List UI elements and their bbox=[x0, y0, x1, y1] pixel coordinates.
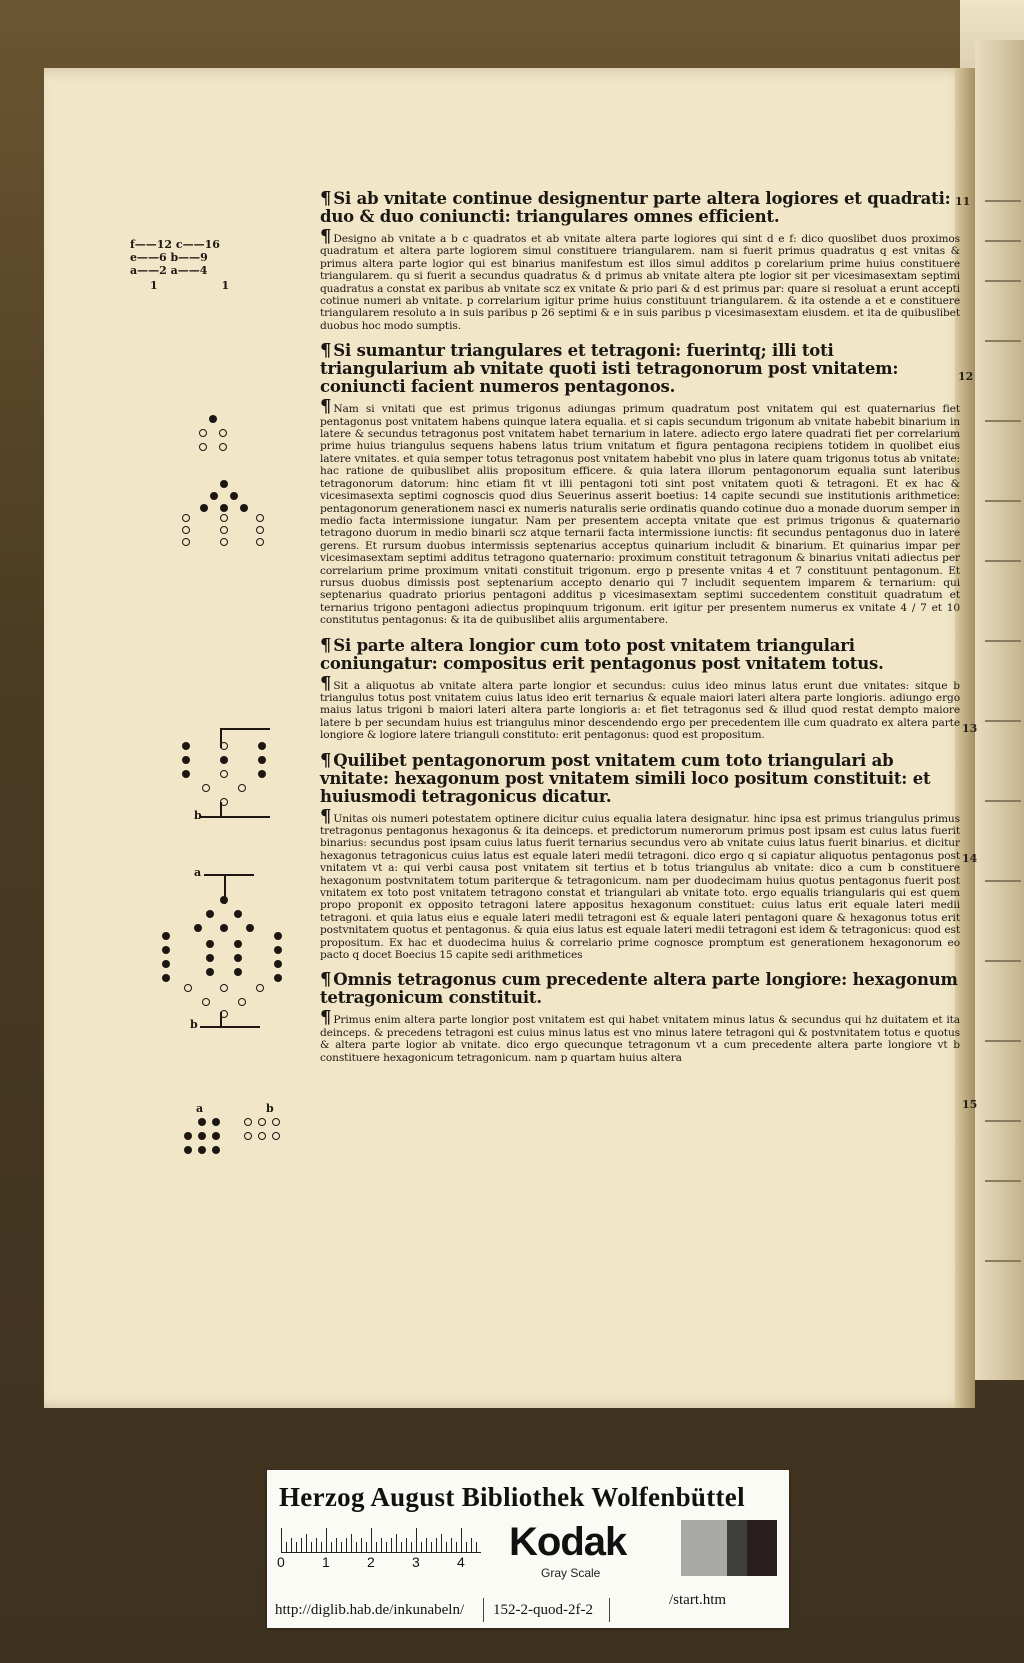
margin-number: 11 bbox=[955, 195, 971, 208]
diagram-letter: a bbox=[196, 1102, 204, 1115]
ruler-number: 1 bbox=[322, 1554, 330, 1570]
diagram-base-label: 1 bbox=[150, 279, 158, 292]
kodak-logo: Kodak bbox=[509, 1520, 627, 1564]
margin-number: 13 bbox=[962, 722, 978, 735]
proposition-heading: ¶ Si sumantur triangulares et tetragoni: fuerintq; illi toti triangularium ab vnitate quoti isti tetragonorum post vnitatem: coniuncti facient numeros pentagonos. bbox=[320, 340, 899, 397]
diagram-number-lines bbox=[130, 238, 229, 292]
ruler-number: 0 bbox=[277, 1554, 285, 1570]
diagram-pentagon-small bbox=[195, 415, 235, 475]
scale-ruler bbox=[281, 1526, 481, 1553]
gray-swatch-dark bbox=[727, 1520, 747, 1576]
gray-scale-label: Gray Scale bbox=[541, 1566, 601, 1580]
diagram-pentagon-large bbox=[180, 470, 270, 560]
proposition-paragraph: ¶ Primus enim altera parte longior post vnitatem est qui habet vnitatem minus latus & secundus qui hz duitatem et ita deinceps. & precedens tetragoni est cuius minus latus est vno minus latere tetragoni qui & postvnitatem totus e quotus & altera parte logior ab vnitate. dico ergo quecunque tetragonum vt a cum precedente altera parte longiore vt b constituere hexagonicum tetragonicum. nam p quartam huius altera bbox=[320, 1007, 960, 1064]
url-file: /start.htm bbox=[669, 1592, 727, 1608]
gray-swatch-black bbox=[747, 1520, 777, 1576]
diagram-row: f——12 c——16 bbox=[130, 238, 220, 251]
gray-swatch-light bbox=[681, 1520, 727, 1576]
diagram-pentagon-bracketed bbox=[180, 720, 290, 830]
proposition-heading: ¶ Quilibet pentagonorum post vnitatem cum toto triangulari ab vnitate: hexagonum post vnitatem simili loco positum constituit: et huiusmodi tetragonicus dicatur. bbox=[320, 749, 931, 806]
proposition-heading: ¶ Omnis tetragonus cum precedente altera parte longiore: hexagonum tetragonicum constituit. bbox=[320, 969, 958, 1008]
margin-number: 12 bbox=[958, 370, 974, 383]
ruler-number: 3 bbox=[412, 1554, 420, 1570]
url-separator bbox=[609, 1598, 610, 1622]
diagram-letter: b bbox=[194, 809, 202, 822]
diagram-letter: b bbox=[190, 1018, 198, 1031]
library-label-card bbox=[267, 1470, 789, 1628]
ruler-number: 4 bbox=[457, 1554, 465, 1570]
url-separator bbox=[483, 1598, 484, 1622]
diagram-hexagon bbox=[160, 860, 300, 1030]
proposition-paragraph: ¶ Nam si vnitati que est primus trigonus adiungas primum quadratum post vnitatem qui est quaternarius fiet pentagonus post vnitatem habens quinque latera equalia. et si capis secundum trigonum ab vnitate habebit binarium in latere & secundus tetragonus post vnitatem habet ternarium in latere. adiecto ergo latere quadrati fiet per correlarium prime huius triangulus sequens habens latus trium vnitatum et figura pentagona recipiens totidem in quolibet eius latere vnitates. et quia semper totus tetragonus post vnitatem habebit vno plus in latere quam trigonus totus ab vnitate: hac ratione de quibuslibet aliis propositum efficere. & quia latera illorum pentagonorum equalia sunt lateribus tetragonorum datorum: hinc etiam fit vt illi pentagoni toti sint post vnitatem quoti & tetragoni. Et ex hac & vicesimasexta septimi cognoscis quod dius Seuerinus asserit boetius: 14 capite secundi sue institutionis arithmetice: pentagonorum generationem nasci ex numeris naturalis serie ordinatis quando cotinue duo a monade duorum semper in medio facta intermissione iungatur. Nam per presentem accepta vnitate que est primus trigonus & quaternario tetragono duorum in medio binarii scz atque ternarii facta intermissione iunctis: fit secundus pentagonus duo in latere gerens. Et rursum duobus intermissis septenarius acceptus quinarium includit & binarium. Et quinarius impar per vicesimasextam septimi additus tetragono quaternario: proximum constituit tetragonum & binarius vnitati adiectus per correlarium prime proximum vnitati constituit trigonum. ergo p presente vnitas 4 et 7 constituunt pentagonum. Et rursus duobus dimissis post septenarium accepto denario qui 7 includit sequentem imparem & ternarium: qui septenarius quadrato priorius pentagoni additus p vicesimasextam septimi succedentem constituit quadratum et ternarius trigono pentagoni adiectus propinquum trigonum. erit igitur per presentem numerus ex vnitate 4 / 7 et 10 constitutus pentagonus: & ita de quibuslibet aliis argumentabere. bbox=[320, 396, 960, 627]
main-text-column bbox=[320, 190, 960, 1074]
margin-number: 14 bbox=[962, 852, 978, 865]
proposition-heading: ¶ Si ab vnitate continue designentur parte altera logiores et quadrati: duo & duo coniuncti: triangulares omnes efficient. bbox=[320, 188, 951, 226]
proposition-paragraph: ¶ Designo ab vnitate a b c quadratos et ab vnitate altera parte logiores qui sint d e f: dico quoslibet duos proximos quadratum et altera parte logiorem simul constituere triangularem. nam si fuerit primus quadratus q est vnitas & primus altera parte logior qui est binarius manifestum est illos simul additos p corelarium prime huius constituere triangularem. qu si fuerit a secundus quadratus & d primus ab vnitate altera pte logior sit per vicesimasextam septimi quadratus a constat ex paribus ab vnitate scz ex vnitate & prio pari & d est primus par: quare si resoluat a erunt accepti cotinue numeri ab vnitate. p correlarium igitur prime huius constituunt triangularem. & ita ostende a et e constituere triangularem resoluto a in suis paribus p 26 septimi & e in suis paribus p vicesimasextam eiusdem. et ita de quibuslibet duobus hoc modo sumptis. bbox=[320, 226, 960, 332]
url-id: 152-2-quod-2f-2 bbox=[493, 1602, 593, 1618]
diagram-row: a——2 a——4 bbox=[130, 264, 208, 277]
url-base: http://diglib.hab.de/inkunabeln/ bbox=[275, 1602, 465, 1618]
proposition-paragraph: ¶ Sit a aliquotus ab vnitate altera parte longior et secundus: cuius ideo minus latus erunt due vnitates: sitque b triangulus totus post vnitatem cuius latus ideo erit ternarius & equale maiori lateri altera parte longioris. adiungo ergo maius latus trigoni b maiori lateri altera parte longioris a: et fiet tetragonus sed & illud quod restat dempto maiore latere b per secundam huius est triangulus minor descendendo ergo per precedentem ille cum quadrato ex altera parte longiore & logiore latere trianguli constituto: erit pentagonus: quod est propositum. bbox=[320, 672, 960, 742]
diagram-letter: b bbox=[266, 1102, 274, 1115]
proposition-heading: ¶ Si parte altera longior cum toto post vnitatem triangulari coniungatur: compositus erit pentagonus post vnitatem totus. bbox=[320, 634, 884, 673]
library-title: Herzog August Bibliothek Wolfenbüttel bbox=[279, 1482, 745, 1512]
margin-number: 15 bbox=[962, 1098, 978, 1111]
diagram-base-label: 1 bbox=[221, 279, 230, 292]
diagram-letter: a bbox=[194, 866, 202, 879]
diagram-row: e——6 b——9 bbox=[130, 251, 208, 264]
proposition-paragraph: ¶ Unitas ois numeri potestatem optinere dicitur cuius equalia latera designatur. hinc ipsa est primus triangulus primus tretragonus pentagonus hexagonus & ita deinceps. et predictorum numerorum primus post ipsam est cuius latus fuerit binarius: secundus post ipsam cuius latus fuerit ternarius secundus vero ab vnitate cuius latus fuerit binarius. et dicitur hexagonus tetragonicus cuius latus est equale lateri medii tetragoni. dico ergo q si capiatur aliquotus pentagonus post vnitatem vt a: qui verbi causa post vnitatem sit tertius et b totus triangulus ab vnitate: dico a cum b constituere hexagonum postvnitatem totum pariterque & tetragonicum. nam per duodecimam huius quotus pentagonus fuerit post vnitatem ex toto post vnitatem tetragono constat et triangulari ab vnitate toto. ergo equalis triangularis qui est quem propo proponit ex opposito tetragoni latere appositus hexagonum constituet: cuius latus erit equale lateri medii tetragoni. et quia latus eius e equale lateri medii tetragoni est & equale lateri pentagoni quare & hexagonus totus erit postvnitatem quotus et pentagonus. & quia eius latus est equale lateri medii tetragoni est idem & tetragonicus: quod est propositum. Ex hac et duodecima huius & correlario prime cognosce promptum est generationem hexagonorum eo pacto q docet Boecius 15 capite sedi arithmetices bbox=[320, 805, 960, 962]
diagram-a-b-groups bbox=[180, 1102, 290, 1162]
ruler-number: 2 bbox=[367, 1554, 375, 1570]
